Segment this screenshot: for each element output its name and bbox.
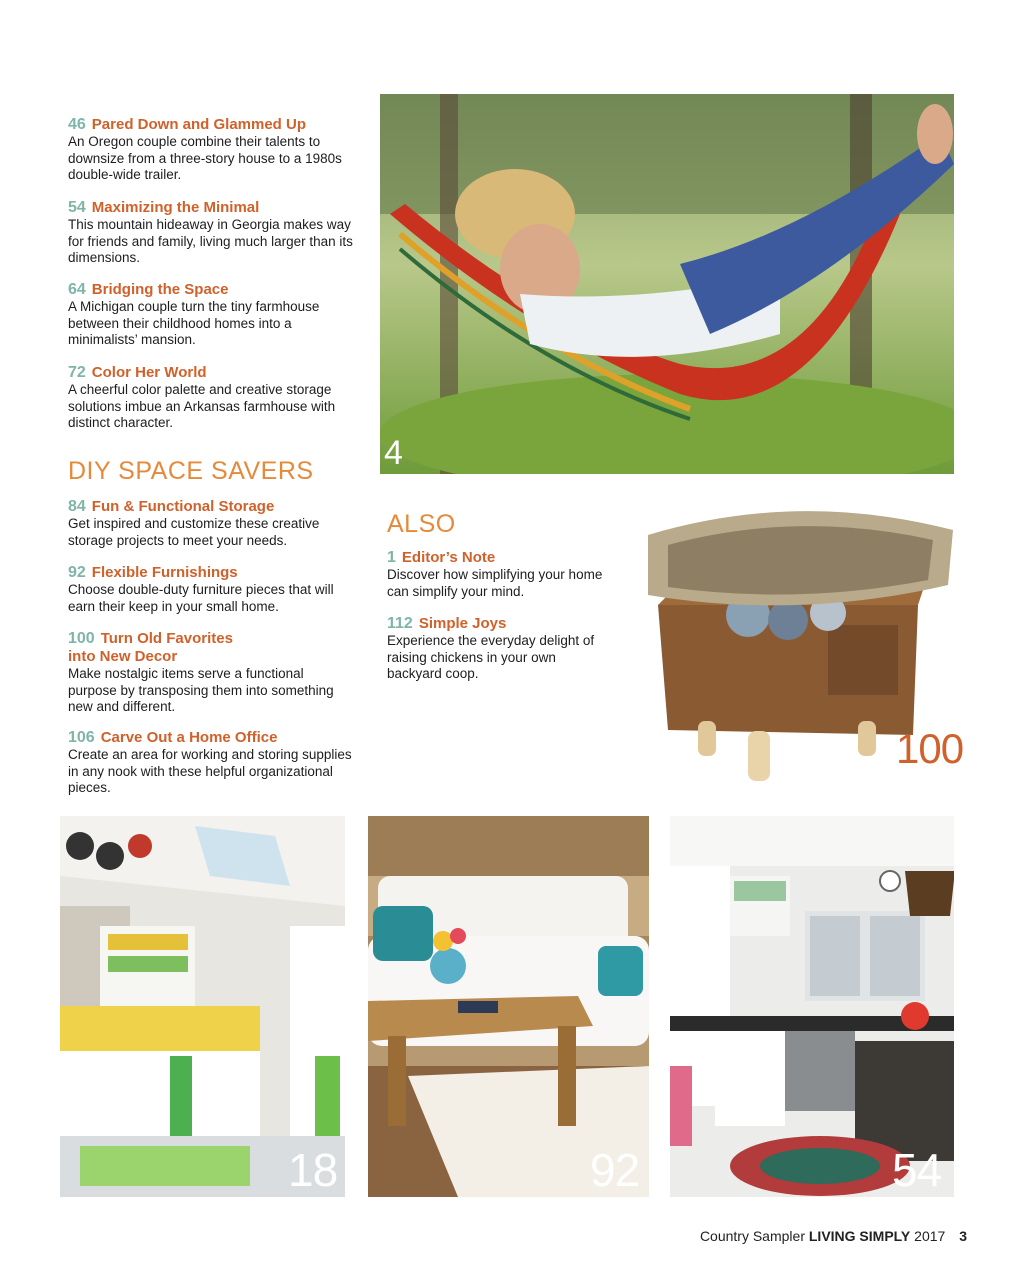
entry-title: Carve Out a Home Office xyxy=(100,729,278,746)
entry-title: Fun & Functional Storage xyxy=(91,498,275,515)
entry-number: 92 xyxy=(68,564,86,581)
entry-title-line2: into New Decor xyxy=(68,648,178,665)
entry-title: Pared Down and Glammed Up xyxy=(91,116,307,133)
entry-number: 54 xyxy=(68,199,86,216)
toc-entry-72[interactable] xyxy=(68,364,353,432)
toc-entry-1[interactable] xyxy=(387,549,607,600)
section-heading-diy: DIY SPACE SAVERS xyxy=(68,457,314,485)
entry-title: Color Her World xyxy=(91,364,207,381)
toc-entry-92[interactable] xyxy=(68,564,353,615)
entry-description: Choose double-duty furniture pieces that will earn their keep in your small home. xyxy=(68,582,334,614)
entry-title: Flexible Furnishings xyxy=(91,564,238,581)
entry-description: A cheerful color palette and creative storage solutions imbue an Arkansas farmhouse with distinct character. xyxy=(68,382,336,430)
entry-number: 112 xyxy=(387,615,413,632)
folio-page-number: 3 xyxy=(959,1228,967,1244)
issue-name: LIVING SIMPLY xyxy=(808,1228,911,1244)
toc-entry-112[interactable] xyxy=(387,615,607,683)
entry-number: 64 xyxy=(68,281,86,298)
entry-description: Create an area for working and storing supplies in any nook with these helpful organizational pieces. xyxy=(68,747,352,795)
photo-page-number: 54 xyxy=(892,1144,942,1196)
white-kitchen-photo[interactable] xyxy=(670,816,954,1197)
toc-entry-54[interactable] xyxy=(68,199,353,267)
entry-description: Get inspired and customize these creative storage projects to meet your needs. xyxy=(68,516,320,548)
entry-number: 84 xyxy=(68,498,86,515)
magazine-name: Country Sampler xyxy=(699,1228,805,1244)
sofa-illustration xyxy=(368,816,649,1197)
photo-page-number: 92 xyxy=(590,1144,640,1196)
entry-title: Editor’s Note xyxy=(401,549,496,566)
sofa-photo[interactable] xyxy=(368,816,649,1197)
entry-number: 100 xyxy=(68,630,95,647)
entry-description: An Oregon couple combine their talents to downsize from a three-story house to a 1980s double-wide trailer. xyxy=(68,134,342,182)
entry-number: 46 xyxy=(68,116,86,133)
entry-title: Bridging the Space xyxy=(91,281,229,298)
entry-description: A Michigan couple turn the tiny farmhouse between their childhood homes into a minimalists’ mansion. xyxy=(68,299,320,347)
entry-description: Discover how simplifying your home can simplify your mind. xyxy=(387,567,603,599)
toc-entry-100[interactable] xyxy=(68,630,353,716)
entry-title: Turn Old Favorites xyxy=(100,630,233,647)
toc-entry-46[interactable] xyxy=(68,116,353,184)
section-heading-also: ALSO xyxy=(387,510,456,538)
photo-page-number: 100 xyxy=(896,725,964,772)
toc-entry-64[interactable] xyxy=(68,281,353,349)
kitchen-skylight-photo[interactable] xyxy=(60,816,345,1197)
hammock-photo[interactable] xyxy=(380,94,954,474)
toc-entry-106[interactable] xyxy=(68,729,353,797)
issue-year: 2017 xyxy=(914,1228,946,1244)
kitchen-skylight-illustration xyxy=(60,816,345,1197)
page-footer xyxy=(700,1228,967,1244)
entry-description: This mountain hideaway in Georgia makes way for friends and family, living much larger than its dimensions. xyxy=(68,217,353,265)
entry-title: Simple Joys xyxy=(418,615,507,632)
photo-page-number: 4 xyxy=(384,434,402,472)
toc-entry-84[interactable] xyxy=(68,498,353,549)
photo-page-number: 18 xyxy=(288,1144,338,1196)
entry-number: 106 xyxy=(68,729,95,746)
entry-number: 1 xyxy=(387,549,396,566)
white-kitchen-illustration xyxy=(670,816,954,1197)
entry-description: Make nostalgic items serve a functional purpose by transposing them into something new and different. xyxy=(68,666,334,714)
entry-number: 72 xyxy=(68,364,86,381)
ottoman-photo[interactable] xyxy=(628,495,968,795)
hammock-illustration xyxy=(380,94,954,474)
entry-title: Maximizing the Minimal xyxy=(91,199,260,216)
entry-description: Experience the everyday delight of raising chickens in your own backyard coop. xyxy=(387,633,595,681)
